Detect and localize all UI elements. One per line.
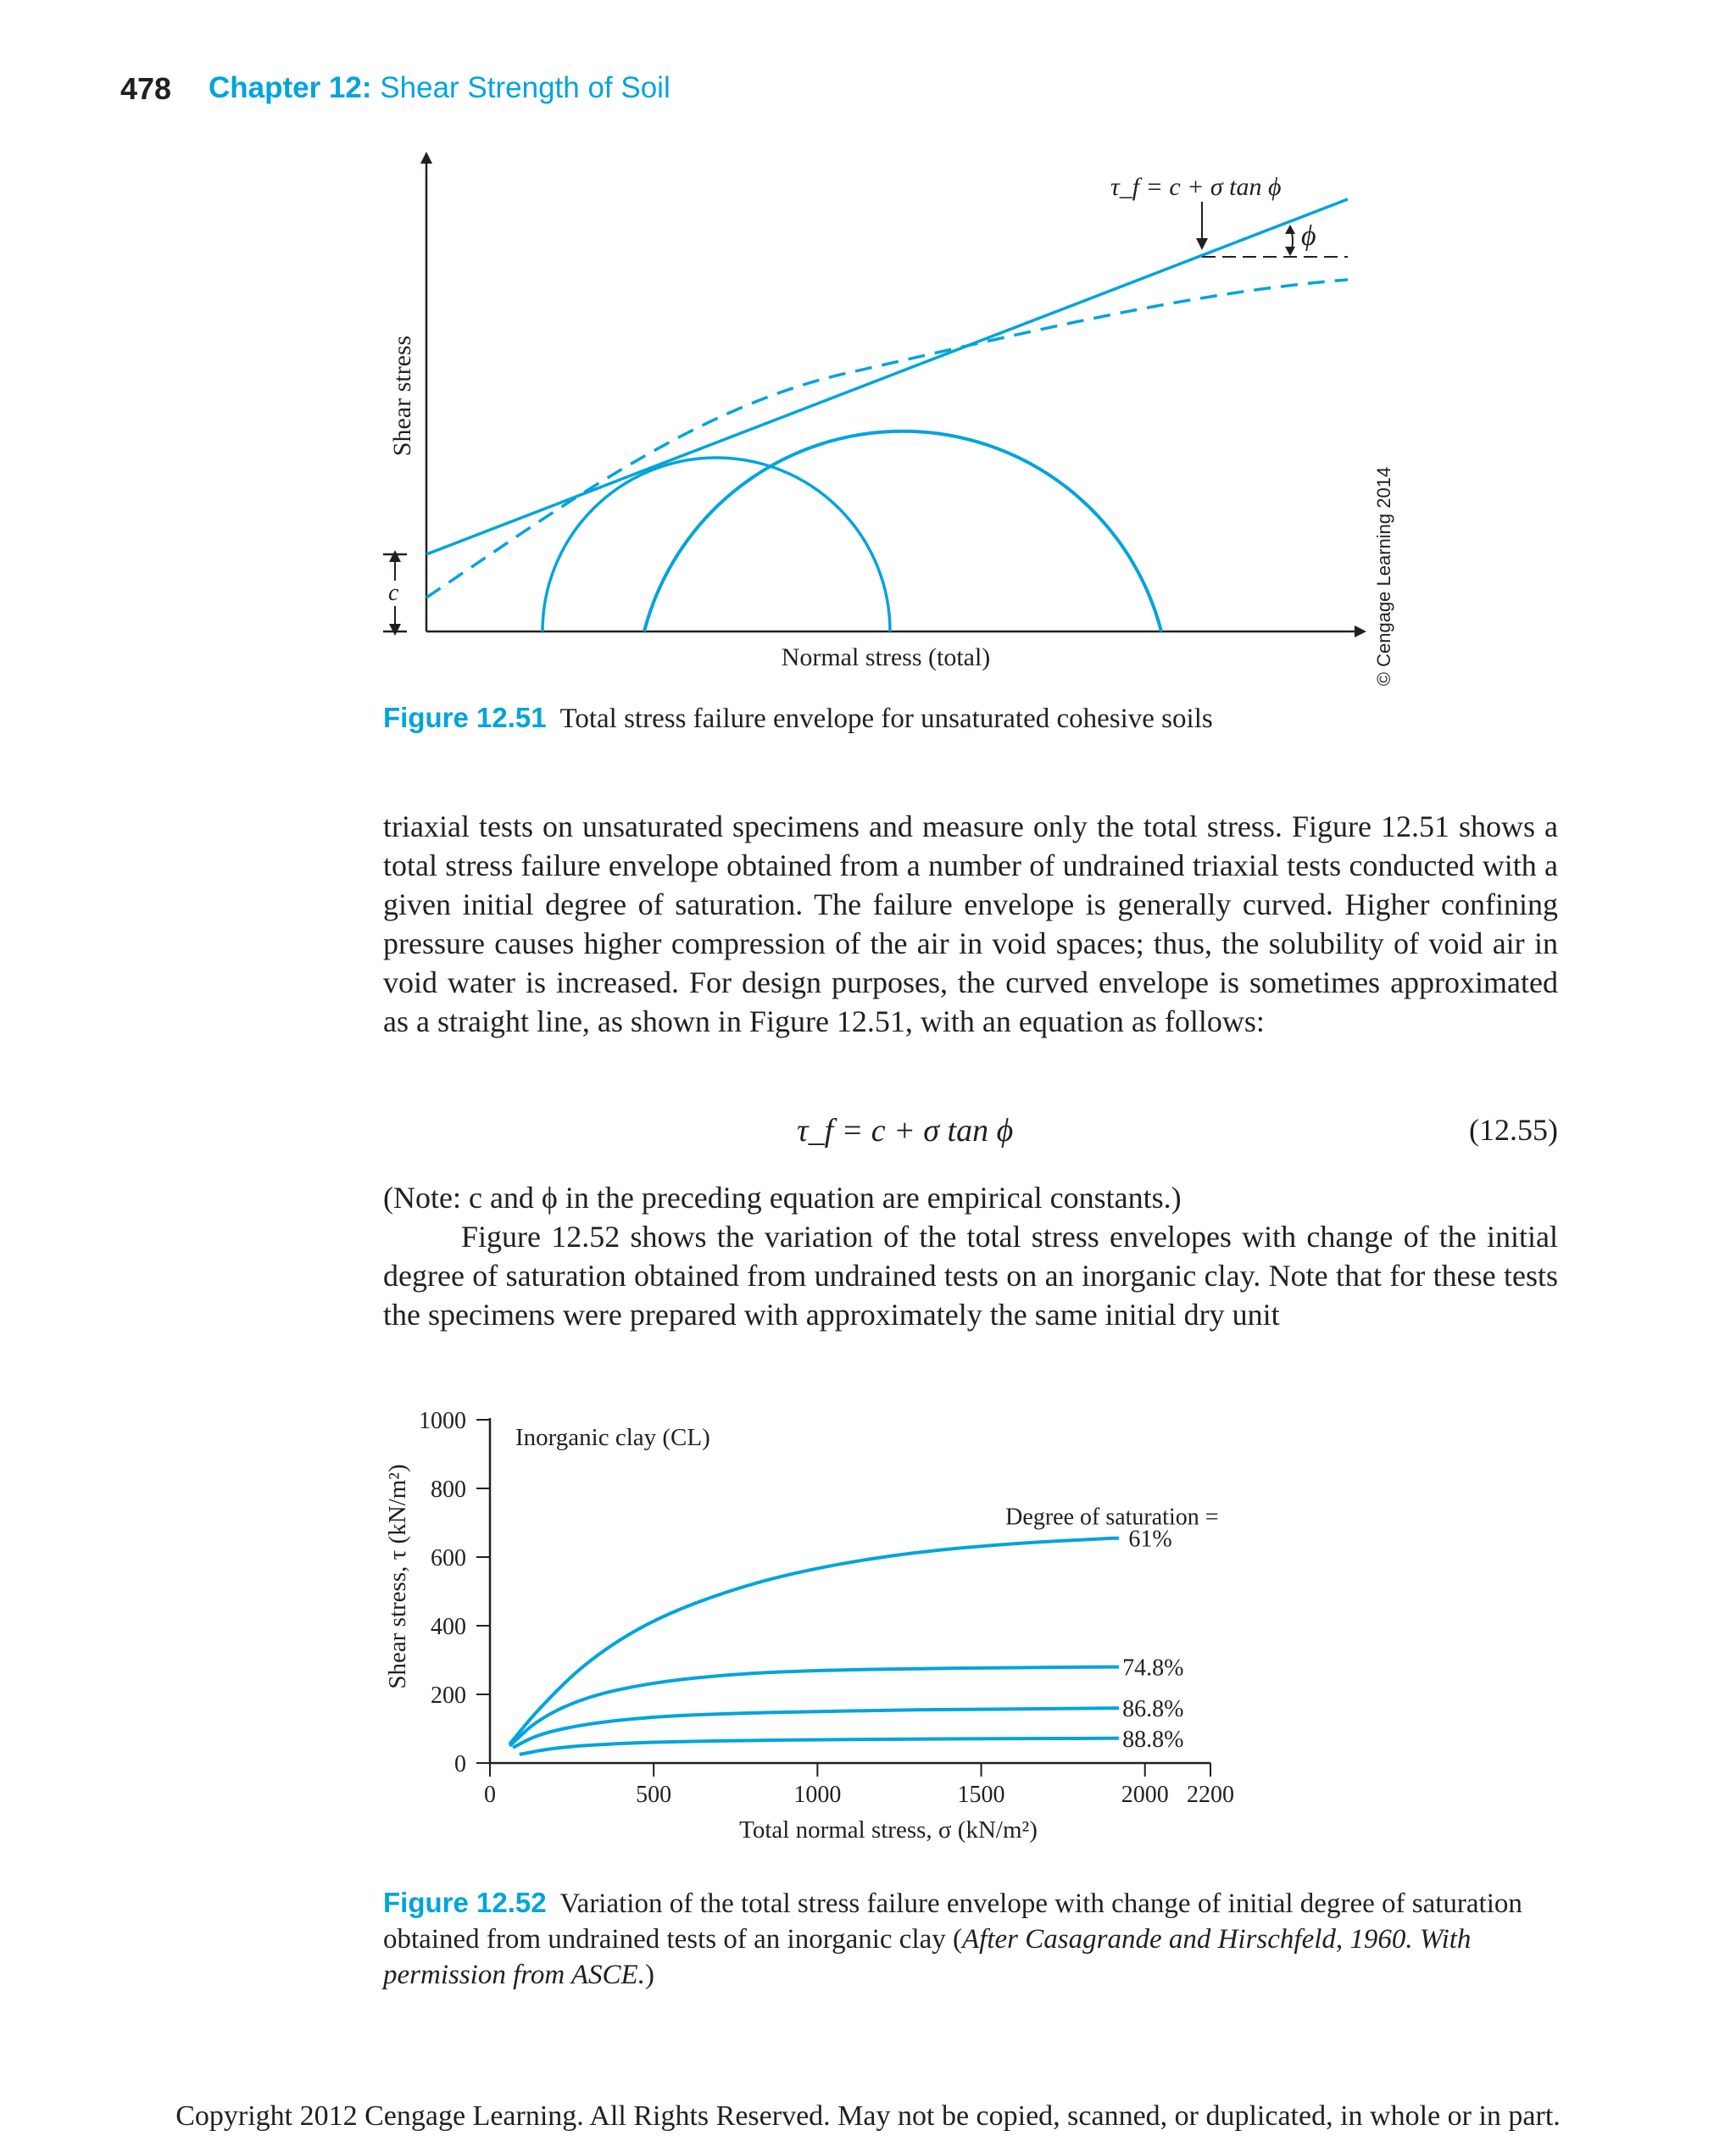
figure-12-52-caption	[383, 1885, 1561, 1993]
legend-title: Degree of saturation =	[1005, 1504, 1219, 1531]
series-label-3: 88.8%	[1122, 1726, 1184, 1753]
linear-envelope	[426, 199, 1348, 554]
y-axis-label: Shear stress, τ (kN/m²)	[384, 1464, 411, 1689]
x-tick-label: 500	[636, 1782, 672, 1808]
copyright-vertical: © Cengage Learning 2014	[1373, 466, 1394, 687]
figure-12-52-caption-close: )	[644, 1960, 654, 1990]
mohr-circle-large	[644, 431, 1161, 631]
x-axis-label: Total normal stress, σ (kN/m²)	[739, 1816, 1038, 1844]
y-tick-label: 200	[431, 1683, 466, 1709]
equation-label: τ_f = c + σ tan ϕ	[1110, 173, 1282, 201]
page-number: 478	[120, 71, 172, 106]
y-tick-label: 600	[431, 1545, 466, 1571]
figure-12-52	[0, 1390, 1736, 1873]
series-line-3	[520, 1738, 1119, 1755]
chapter-title: Shear Strength of Soil	[380, 71, 670, 104]
paragraph-2: Figure 12.52 shows the variation of the total stress envelopes with change of the initial degree of saturation obtained from undrained tests on an inorganic clay. Note that for these tests the specimens were prepared with approximately the same initial dry unit	[383, 1220, 1558, 1332]
series-label-2: 86.8%	[1122, 1696, 1184, 1723]
curved-envelope	[426, 280, 1348, 598]
figure-12-51-caption-text: Total stress failure envelope for unsaturated cohesive soils	[559, 704, 1213, 734]
x-tick-label: 0	[484, 1782, 496, 1808]
x-tick-label: 2000	[1121, 1782, 1169, 1808]
figure-12-51	[0, 0, 1736, 712]
equation-number: (12.55)	[1469, 1113, 1558, 1147]
chart-title: Inorganic clay (CL)	[515, 1424, 710, 1451]
phi-arrow-down	[1285, 247, 1295, 256]
series-line-1	[509, 1667, 1119, 1746]
phi-label: ϕ	[1301, 220, 1316, 252]
y-tick-label: 0	[454, 1751, 466, 1777]
figure-12-52-caption-text: Variation of the total stress failure envelope with change of initial degree of saturation obtained from undrained tests of an inorganic clay (	[383, 1888, 1522, 1955]
figure-12-52-label: Figure 12.52	[383, 1887, 547, 1918]
figure-12-51-label: Figure 12.51	[383, 702, 547, 733]
series-label-0: 61%	[1128, 1526, 1172, 1553]
note: (Note: c and ϕ in the preceding equation are empirical constants.)	[383, 1181, 1182, 1215]
chart-series	[509, 1527, 1183, 1755]
figure-12-52-citation: After Casagrande and Hirschfeld, 1960. With permission from ASCE.	[383, 1924, 1472, 1990]
y-tick-label: 400	[431, 1614, 466, 1640]
c-label: c	[388, 580, 399, 606]
x-tick-label: 2200	[1187, 1782, 1234, 1808]
mohr-circle-small	[542, 458, 890, 631]
x-tick-label: 1000	[793, 1782, 842, 1808]
equation-12-55: τ_f = c + σ tan ϕ	[797, 1113, 1014, 1149]
chapter-label: Chapter 12:	[209, 71, 372, 104]
x-tick-label: 1500	[957, 1782, 1005, 1808]
shear-stress-label: Shear stress	[388, 335, 416, 457]
copyright-footer: Copyright 2012 Cengage Learning. All Rights Reserved. May not be copied, scanned, or duplicated, in whole or in part.	[175, 2100, 1561, 2132]
y-tick-label: 1000	[419, 1408, 466, 1434]
y-tick-label: 800	[431, 1477, 466, 1503]
paragraph-1: triaxial tests on unsaturated specimens and measure only the total stress. Figure 12.51 shows a total stress failure envelope obtained from a number of undrained triaxial tests conducted with a given initial degree of saturation. The failure envelope is generally curved. Higher confining pressure causes higher compression of the air in void spaces; thus, the solubility of void air in void water is increased. For design purposes, the curved envelope is sometimes approximated as a straight line, as shown in Figure 12.51, with an equation as follows:	[383, 809, 1558, 1038]
normal-stress-label: Normal stress (total)	[781, 643, 991, 671]
phi-arrow-up	[1285, 225, 1295, 234]
chart-frame	[384, 1408, 1234, 1844]
series-line-2	[513, 1708, 1119, 1748]
figure-12-51-caption	[383, 700, 1213, 737]
series-label-1: 74.8%	[1122, 1655, 1184, 1682]
